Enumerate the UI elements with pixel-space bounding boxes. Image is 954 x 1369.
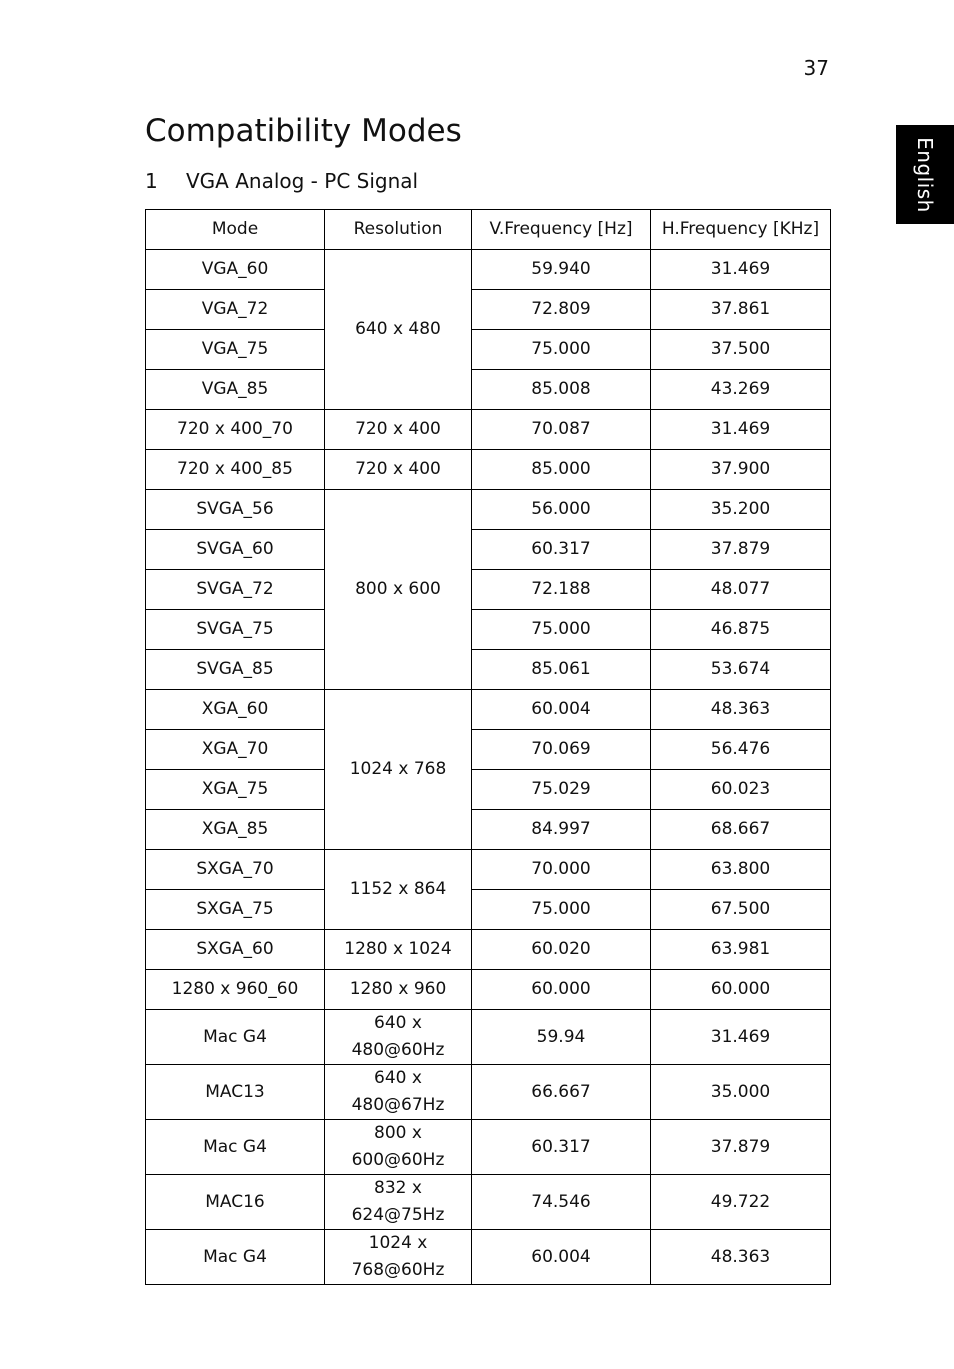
cell-resolution: 720 x 400 xyxy=(325,410,472,450)
table-row xyxy=(146,330,831,370)
page-title: Compatibility Modes xyxy=(145,113,462,149)
compatibility-modes-table xyxy=(145,209,831,1285)
cell-h-frequency: 37.879 xyxy=(651,530,831,570)
table-row xyxy=(146,530,831,570)
cell-h-frequency: 43.269 xyxy=(651,370,831,410)
table-row xyxy=(146,810,831,850)
cell-v-frequency: 60.020 xyxy=(472,930,651,970)
cell-resolution: 720 x 400 xyxy=(325,450,472,490)
cell-resolution: 1152 x 864 xyxy=(325,850,472,930)
cell-resolution: 640 x 480@67Hz xyxy=(325,1065,472,1120)
table-row xyxy=(146,730,831,770)
cell-h-frequency: 56.476 xyxy=(651,730,831,770)
cell-mode: SVGA_75 xyxy=(146,610,325,650)
cell-mode: VGA_85 xyxy=(146,370,325,410)
cell-h-frequency: 63.800 xyxy=(651,850,831,890)
table-row xyxy=(146,1230,831,1285)
cell-h-frequency: 46.875 xyxy=(651,610,831,650)
table-row xyxy=(146,370,831,410)
cell-mode: XGA_85 xyxy=(146,810,325,850)
cell-mode: XGA_70 xyxy=(146,730,325,770)
cell-v-frequency: 75.000 xyxy=(472,610,651,650)
cell-h-frequency: 37.879 xyxy=(651,1120,831,1175)
cell-resolution: 800 x 600@60Hz xyxy=(325,1120,472,1175)
header-resolution: Resolution xyxy=(325,210,472,250)
cell-mode: SXGA_60 xyxy=(146,930,325,970)
cell-h-frequency: 67.500 xyxy=(651,890,831,930)
cell-mode: Mac G4 xyxy=(146,1010,325,1065)
header-h-frequency: H.Frequency [KHz] xyxy=(651,210,831,250)
table-row xyxy=(146,410,831,450)
table-row xyxy=(146,490,831,530)
cell-mode: VGA_72 xyxy=(146,290,325,330)
cell-v-frequency: 60.317 xyxy=(472,530,651,570)
cell-v-frequency: 70.087 xyxy=(472,410,651,450)
cell-mode: SVGA_56 xyxy=(146,490,325,530)
table-header-row xyxy=(146,210,831,250)
cell-h-frequency: 53.674 xyxy=(651,650,831,690)
cell-mode: Mac G4 xyxy=(146,1120,325,1175)
cell-v-frequency: 85.008 xyxy=(472,370,651,410)
cell-h-frequency: 48.077 xyxy=(651,570,831,610)
table-row xyxy=(146,1010,831,1065)
cell-h-frequency: 48.363 xyxy=(651,1230,831,1285)
cell-resolution: 1280 x 960 xyxy=(325,970,472,1010)
table-row xyxy=(146,450,831,490)
cell-v-frequency: 59.94 xyxy=(472,1010,651,1065)
cell-h-frequency: 37.900 xyxy=(651,450,831,490)
cell-v-frequency: 60.004 xyxy=(472,690,651,730)
table-row xyxy=(146,610,831,650)
table-row xyxy=(146,570,831,610)
cell-h-frequency: 37.500 xyxy=(651,330,831,370)
table-row xyxy=(146,1175,831,1230)
cell-v-frequency: 75.029 xyxy=(472,770,651,810)
cell-resolution: 640 x 480 xyxy=(325,250,472,410)
cell-v-frequency: 84.997 xyxy=(472,810,651,850)
table-row xyxy=(146,290,831,330)
cell-v-frequency: 72.188 xyxy=(472,570,651,610)
section-number: 1 xyxy=(145,169,158,193)
cell-v-frequency: 59.940 xyxy=(472,250,651,290)
cell-v-frequency: 74.546 xyxy=(472,1175,651,1230)
cell-h-frequency: 37.861 xyxy=(651,290,831,330)
cell-v-frequency: 56.000 xyxy=(472,490,651,530)
cell-mode: Mac G4 xyxy=(146,1230,325,1285)
table-row xyxy=(146,930,831,970)
table-row xyxy=(146,890,831,930)
cell-h-frequency: 68.667 xyxy=(651,810,831,850)
cell-h-frequency: 35.000 xyxy=(651,1065,831,1120)
cell-mode: MAC16 xyxy=(146,1175,325,1230)
cell-mode: SXGA_70 xyxy=(146,850,325,890)
cell-mode: SVGA_60 xyxy=(146,530,325,570)
cell-h-frequency: 31.469 xyxy=(651,1010,831,1065)
header-v-frequency: V.Frequency [Hz] xyxy=(472,210,651,250)
cell-v-frequency: 72.809 xyxy=(472,290,651,330)
language-tab xyxy=(896,125,954,224)
table-row xyxy=(146,690,831,730)
cell-v-frequency: 70.000 xyxy=(472,850,651,890)
cell-mode: VGA_60 xyxy=(146,250,325,290)
table-row xyxy=(146,250,831,290)
cell-h-frequency: 35.200 xyxy=(651,490,831,530)
cell-mode: XGA_75 xyxy=(146,770,325,810)
cell-h-frequency: 63.981 xyxy=(651,930,831,970)
table-row xyxy=(146,1120,831,1175)
cell-v-frequency: 60.317 xyxy=(472,1120,651,1175)
cell-v-frequency: 85.000 xyxy=(472,450,651,490)
cell-v-frequency: 66.667 xyxy=(472,1065,651,1120)
cell-mode: 720 x 400_70 xyxy=(146,410,325,450)
cell-mode: SVGA_85 xyxy=(146,650,325,690)
cell-h-frequency: 31.469 xyxy=(651,250,831,290)
cell-h-frequency: 48.363 xyxy=(651,690,831,730)
language-tab-label: English xyxy=(913,136,937,213)
cell-v-frequency: 75.000 xyxy=(472,890,651,930)
cell-resolution: 1280 x 1024 xyxy=(325,930,472,970)
page-number: 37 xyxy=(803,56,829,80)
cell-mode: SVGA_72 xyxy=(146,570,325,610)
cell-resolution: 1024 x 768 xyxy=(325,690,472,850)
header-mode: Mode xyxy=(146,210,325,250)
section-heading xyxy=(145,169,418,193)
cell-resolution: 832 x 624@75Hz xyxy=(325,1175,472,1230)
cell-v-frequency: 85.061 xyxy=(472,650,651,690)
section-title: VGA Analog - PC Signal xyxy=(186,169,419,193)
cell-resolution: 640 x 480@60Hz xyxy=(325,1010,472,1065)
cell-mode: 1280 x 960_60 xyxy=(146,970,325,1010)
cell-v-frequency: 60.000 xyxy=(472,970,651,1010)
cell-v-frequency: 75.000 xyxy=(472,330,651,370)
table-row xyxy=(146,850,831,890)
cell-mode: XGA_60 xyxy=(146,690,325,730)
table-row xyxy=(146,770,831,810)
table-row xyxy=(146,970,831,1010)
cell-h-frequency: 49.722 xyxy=(651,1175,831,1230)
cell-mode: VGA_75 xyxy=(146,330,325,370)
cell-h-frequency: 60.023 xyxy=(651,770,831,810)
table-row xyxy=(146,1065,831,1120)
cell-mode: 720 x 400_85 xyxy=(146,450,325,490)
cell-v-frequency: 60.004 xyxy=(472,1230,651,1285)
cell-resolution: 1024 x 768@60Hz xyxy=(325,1230,472,1285)
table-row xyxy=(146,650,831,690)
cell-h-frequency: 31.469 xyxy=(651,410,831,450)
cell-resolution: 800 x 600 xyxy=(325,490,472,690)
cell-mode: SXGA_75 xyxy=(146,890,325,930)
cell-h-frequency: 60.000 xyxy=(651,970,831,1010)
cell-v-frequency: 70.069 xyxy=(472,730,651,770)
cell-mode: MAC13 xyxy=(146,1065,325,1120)
